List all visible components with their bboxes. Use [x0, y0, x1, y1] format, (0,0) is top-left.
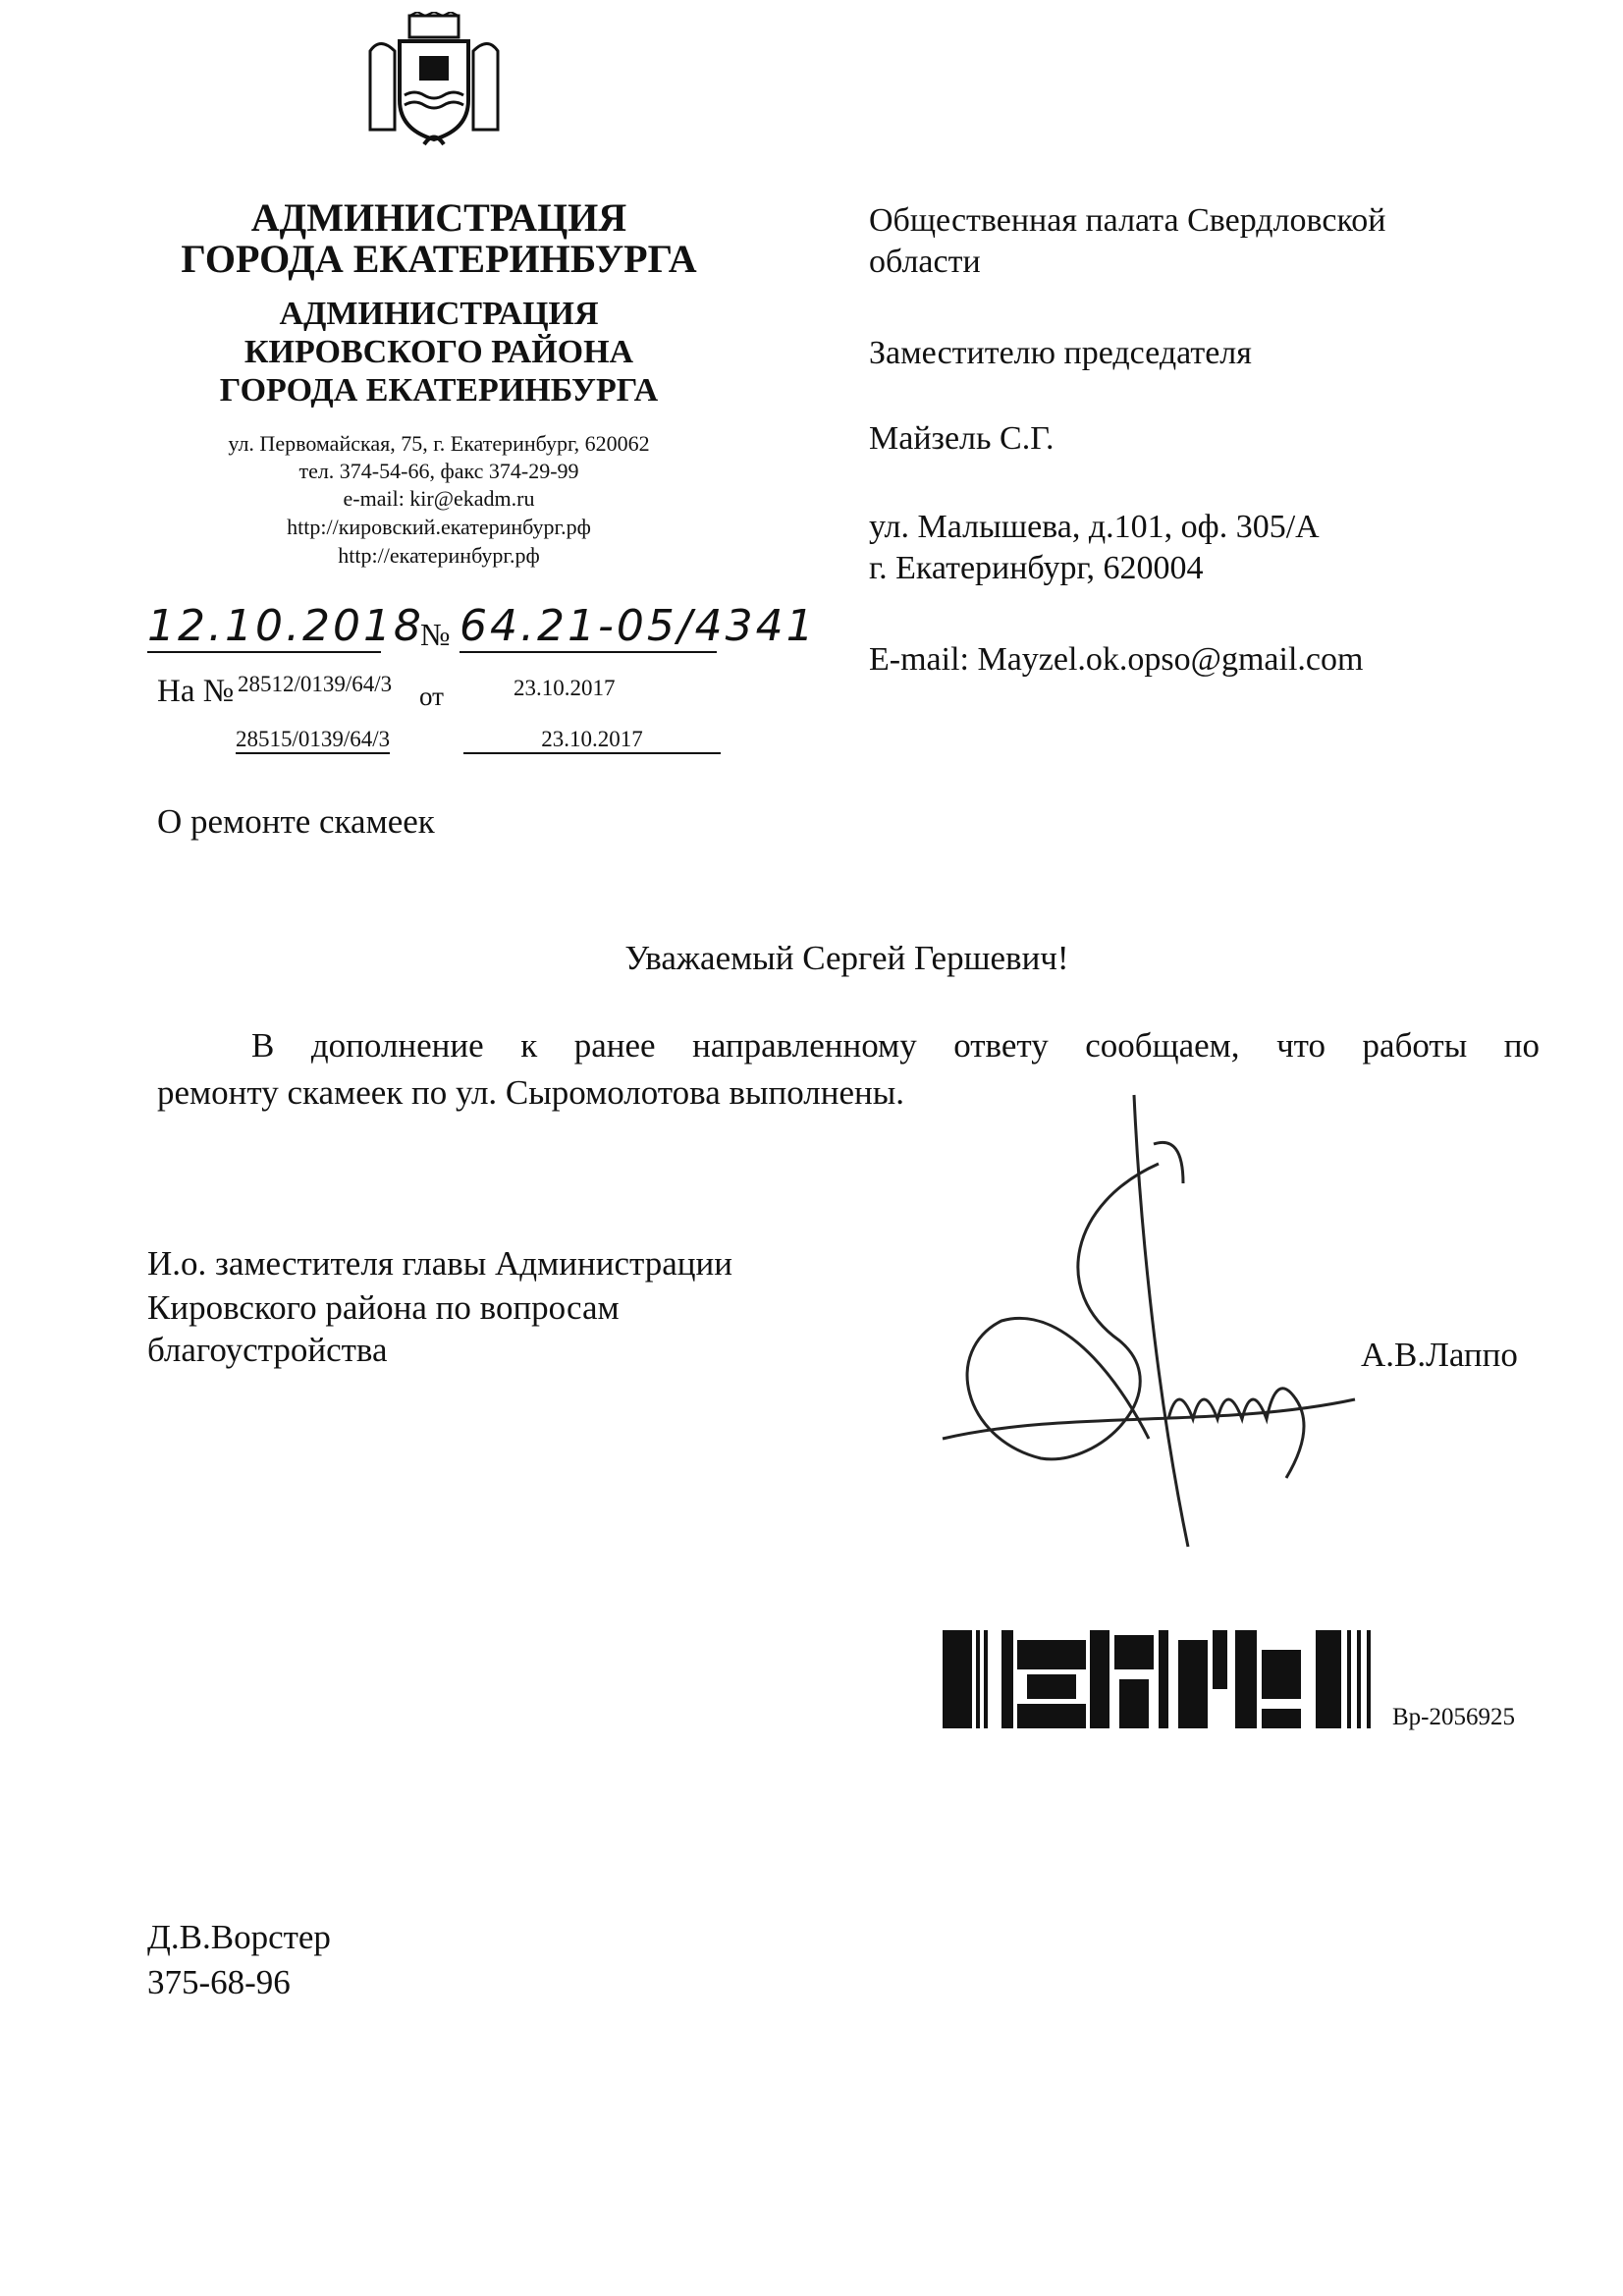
ref2-number: 28515/0139/64/3 [236, 727, 390, 754]
signatory-name: А.В.Лаппо [1361, 1336, 1518, 1374]
recipient-org-line1: Общественная палата Свердловской [869, 202, 1386, 239]
ref1-number: 28512/0139/64/3 [238, 672, 393, 696]
handwritten-signature [923, 1085, 1375, 1557]
recipient-address2: г. Екатеринбург, 620004 [869, 550, 1204, 586]
ref1-date: 23.10.2017 [514, 676, 616, 700]
ref2-date: 23.10.2017 [463, 727, 721, 754]
barcode [943, 1630, 1375, 1730]
body-line1: В дополнение к ранее направленному ответу сообщаем, что работы по [251, 1026, 1540, 1065]
sender-org-line2: ГОРОДА ЕКАТЕРИНБУРГА [181, 237, 697, 281]
recipient-address1: ул. Малышева, д.101, оф. 305/А [869, 509, 1320, 545]
number-sign: № [420, 617, 451, 652]
sender-dept-line1: АДМИНИСТРАЦИЯ [279, 296, 599, 332]
sender-address: ул. Первомайская, 75, г. Екатеринбург, 620062 [228, 431, 650, 456]
sender-org-line1: АДМИНИСТРАЦИЯ [250, 195, 627, 240]
barcode-label: Bp-2056925 [1392, 1704, 1515, 1730]
sender-site2: http://екатеринбург.рф [338, 543, 540, 568]
sender-site1: http://кировский.екатеринбург.рф [287, 515, 591, 539]
greeting: Уважаемый Сергей Гершевич! [624, 939, 1069, 977]
sender-email: e-mail: kir@ekadm.ru [343, 486, 535, 511]
ref-from: от [419, 682, 444, 711]
signatory-title2: Кировского района по вопросам [147, 1288, 620, 1327]
registration-date: 12.10.2018 [147, 601, 424, 651]
recipient-email: E-mail: Mayzel.ok.opso@gmail.com [869, 641, 1364, 678]
recipient-name: Майзель С.Г. [869, 420, 1055, 457]
recipient-position: Заместителю председателя [869, 335, 1252, 371]
registration-number: 64.21-05/4341 [460, 601, 817, 651]
coat-of-arms-emblem [360, 12, 508, 155]
ref-prefix: На № [157, 674, 235, 709]
signatory-title1: И.о. заместителя главы Администрации [147, 1244, 732, 1283]
signatory-title3: благоустройства [147, 1331, 388, 1369]
sender-dept-line2: КИРОВСКОГО РАЙОНА [243, 334, 634, 370]
executor-phone: 375-68-96 [147, 1963, 291, 2001]
body-line2: ремонту скамеек по ул. Сыромолотова выполнены. [157, 1073, 905, 1112]
recipient-org-line2: области [869, 244, 981, 280]
executor-name: Д.В.Ворстер [147, 1918, 331, 1956]
sender-phone: тел. 374-54-66, факс 374-29-99 [298, 459, 579, 483]
sender-dept-line3: ГОРОДА ЕКАТЕРИНБУРГА [219, 372, 659, 409]
subject: О ремонте скамеек [157, 802, 435, 841]
